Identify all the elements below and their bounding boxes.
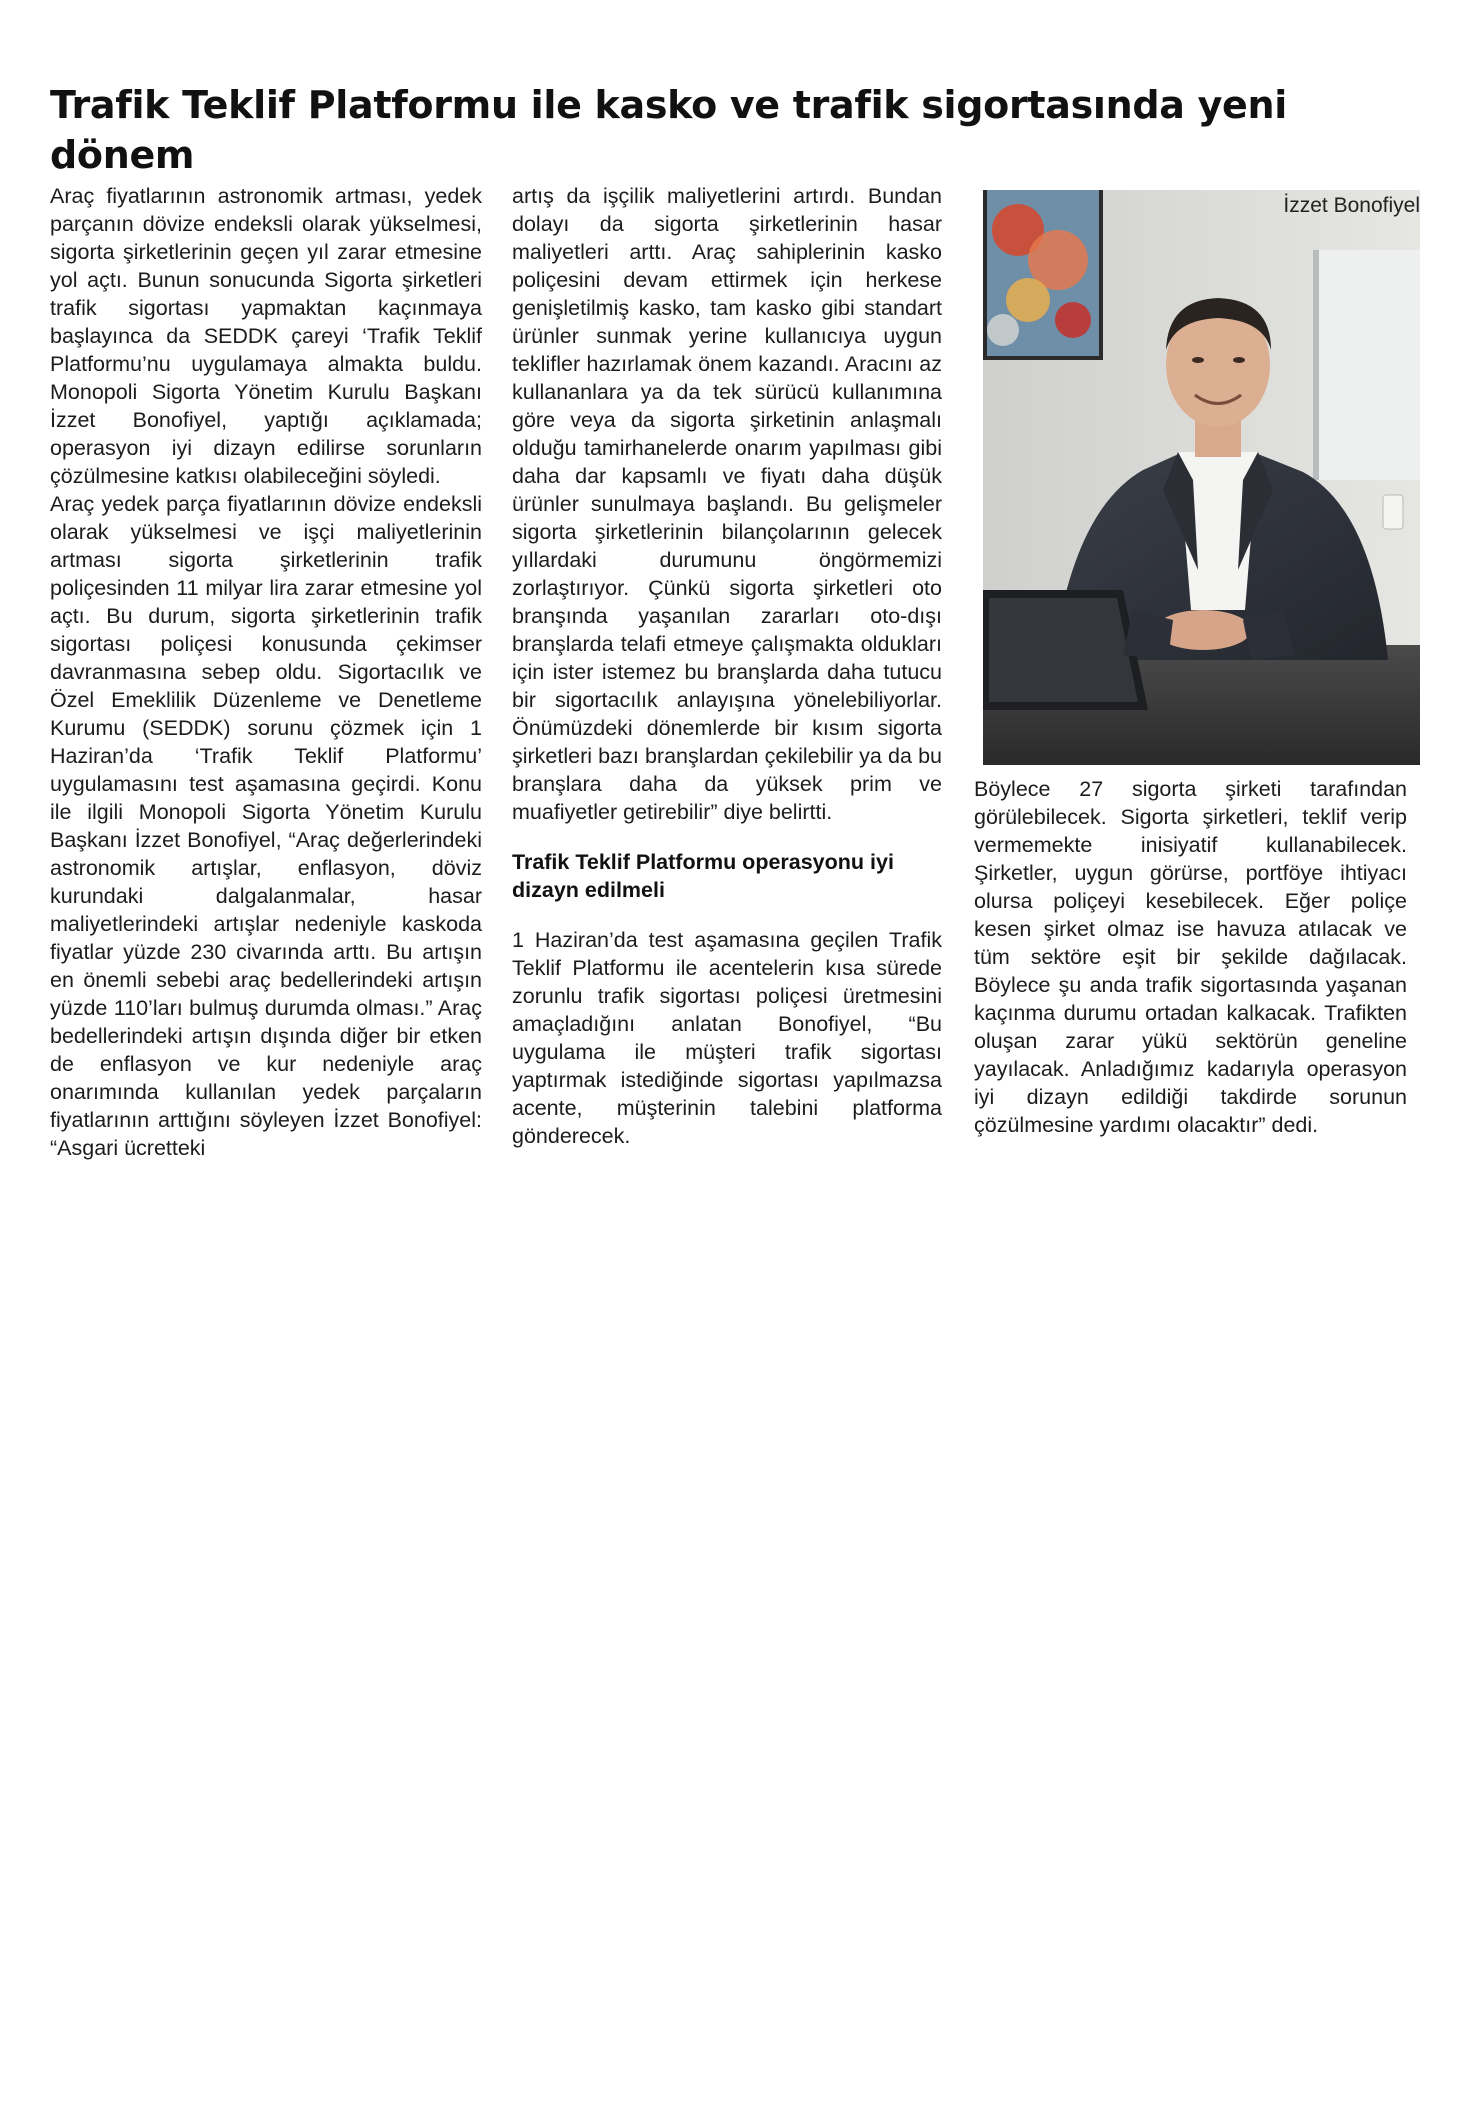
column-2-paragraph-2: 1 Haziran’da test aşamasına geçilen Trafik Teklif Platformu ile acentelerin kısa sürede zorunlu trafik sigortası poliçesi üretmesini amaçladığını anlatan Bonofiyel, “Bu uygulama ile müşteri trafik sigortası yaptırmak istediğinde sigortası yapılmazsa acente, müşterinin talebini platforma gönderecek. (512, 928, 942, 1148)
column-3-paragraph-1: Böylece 27 sigorta şirketi tarafından görülebilecek. Sigorta şirketleri, teklif verip vermemekte inisiyatif kullanabilecek. Şirketler, uygun görürse, portföye ihtiyacı olursa poliçeyi kesebilecek. Eğer poliçe kesen şirket olmaz ise havuza atılacak ve tüm sektöre eşit bir şekilde dağılacak. Böylece şu anda trafik sigortasında yaşanan kaçınma durumu ortadan kalkacak. Trafikten oluşan zarar yükü sektörün geneline yayılacak. Anladığımız kadarıyla operasyon iyi dizayn edildiği takdirde sorunun çözülmesine yardımı olacaktır” dedi. (974, 777, 1407, 1137)
photo-caption: İzzet Bonofiyel (1283, 194, 1420, 217)
article-subheading: Trafik Teklif Platformu operasyonu iyi dizayn edilmeli (512, 850, 894, 902)
portrait-photo (983, 190, 1420, 765)
article-column-1 (50, 182, 482, 1162)
article-column-3 (974, 775, 1407, 1139)
article-column-2 (512, 182, 942, 1150)
article-headline: Trafik Teklif Platformu ile kasko ve trafik sigortasında yeni dönem (50, 83, 1287, 177)
column-2-paragraph-1: artış da işçilik maliyetlerini artırdı. Bundan dolayı da sigorta şirketlerinin hasar maliyetleri arttı. Araç sahiplerinin kasko poliçesini devam ettirmek için herkese genişletilmiş kasko, tam kasko gibi standart ürünler sunmak yerine kullanıcıya uygun teklifler hazırlamak önem kazandı. Aracını az kullananlara ya da tek sürücü kullanımına göre veya da sigorta şirketinin anlaşmalı olduğu tamirhanelerde onarım yapılması gibi daha dar kapsamlı ve fiyatı daha düşük ürünler sunulmaya başlandı. Bu gelişmeler sigorta şirketlerinin bilançolarının gelecek yıllardaki durumunu öngörmemizi zorlaştırıyor. Çünkü sigorta şirketleri oto branşında yaşanılan zararları oto-dışı branşlarda telafi etmeye çalışmakta oldukları için ister istemez bu branşlarda daha tutucu bir sigortacılık anlayışına yönelebiliyorlar. Önümüzdeki dönemlerde bir kısım sigorta şirketleri bazı branşlardan çekilebilir ya da bu branşlara daha da yüksek prim ve muafiyetler getirebilir” diye belirtti. (512, 184, 942, 824)
column-1-paragraph-2: Araç yedek parça fiyatlarının dövize endeksli olarak yükselmesi ve işçi maliyetlerinin artması sigorta şirketlerinin trafik poliçesinden 11 milyar lira zarar etmesine yol açtı. Bu durum, sigorta şirketlerinin trafik sigortası poliçesi konusunda çekimser davranmasına sebep oldu. Sigortacılık ve Özel Emeklilik Düzenleme ve Denetleme Kurumu (SEDDK) sorunu çözmek için 1 Haziran’da ‘Trafik Teklif Platformu’ uygulamasını test aşamasına geçirdi. Konu ile ilgili Monopoli Sigorta Yönetim Kurulu Başkanı İzzet Bonofiyel, “Araç değerlerindeki astronomik artışlar, enflasyon, döviz kurundaki dalgalanmalar, hasar maliyetlerindeki artışlar nedeniyle kaskoda fiyatlar yüzde 230 civarında arttı. Bu artışın en önemli sebebi araç bedellerindeki artışın yüzde 110’ları bulmuş durumda olması.” Araç bedellerindeki artışın dışında diğer bir etken de enflasyon ve kur nedeniyle araç onarımında kullanılan yedek parçaların fiyatlarının arttığını söyleyen İzzet Bonofiyel: “Asgari ücretteki (50, 492, 482, 1160)
column-1-paragraph-1: Araç fiyatlarının astronomik artması, yedek parçanın dövize endeksli olarak yükselmesi, sigorta şirketlerinin geçen yıl zarar etmesine yol açtı. Bunun sonucunda Sigorta şirketleri trafik sigortası yapmaktan kaçınmaya başlayınca da SEDDK çareyi ‘Trafik Teklif Platformu’nu uygulamaya almakta buldu. Monopoli Sigorta Yönetim Kurulu Başkanı İzzet Bonofiyel, yaptığı açıklamada; operasyon iyi dizayn edilirse sorunların çözülmesine katkısı olabileceğini söyledi. (50, 184, 482, 488)
